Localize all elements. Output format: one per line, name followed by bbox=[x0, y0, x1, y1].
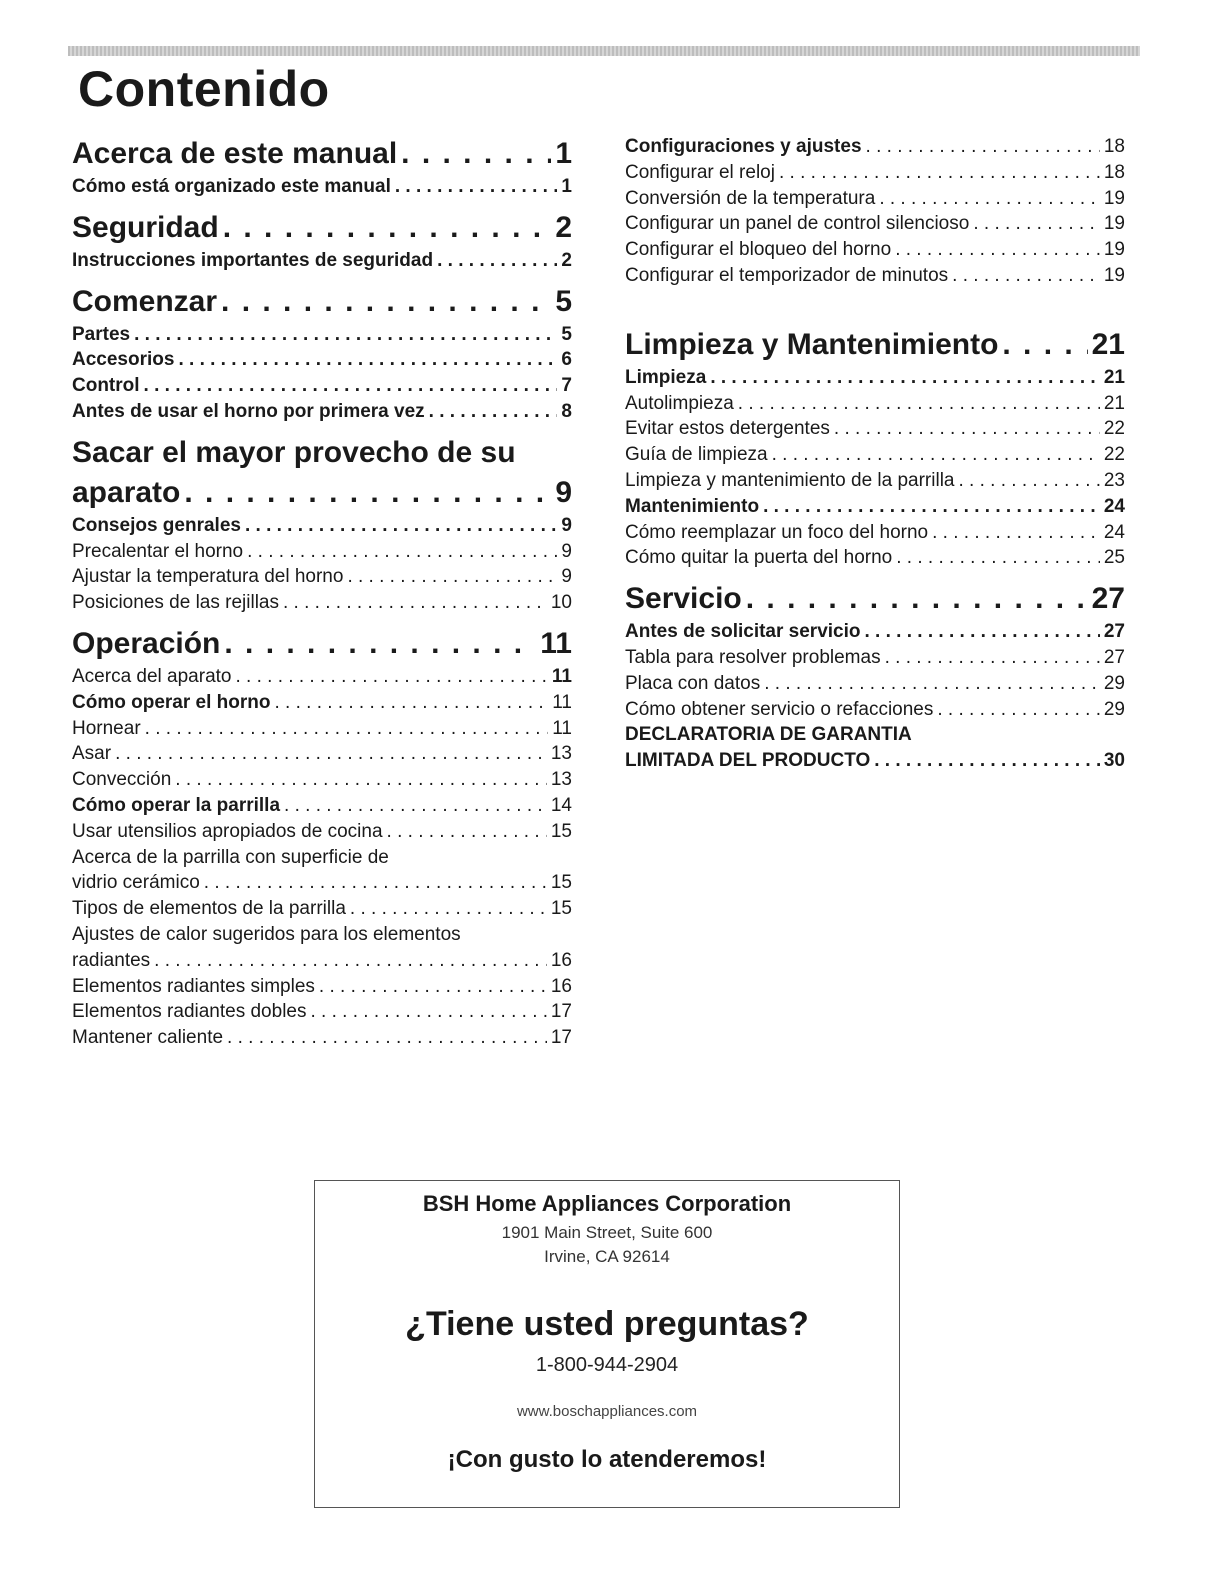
company-name: BSH Home Appliances Corporation bbox=[422, 1191, 792, 1216]
toc-entry[interactable]: Guía de limpieza . . . 22 bbox=[625, 442, 1125, 468]
toc-entry[interactable]: Limpieza . . . 21 bbox=[625, 365, 1125, 391]
address-line-2: Irvine, CA 92614 bbox=[544, 1247, 670, 1266]
toc-section-limpieza[interactable]: Limpieza y Mantenimiento . . . 21 bbox=[625, 325, 1125, 365]
toc-entry[interactable]: Cómo reemplazar un foco del horno . . . 24 bbox=[625, 520, 1125, 546]
toc-entry[interactable]: Configurar un panel de control silencioso . . . 19 bbox=[625, 211, 1125, 237]
toc-entry[interactable]: Antes de usar el horno por primera vez . . . 8 bbox=[72, 399, 572, 425]
toc-entry[interactable]: Convección . . . 13 bbox=[72, 767, 572, 793]
question-heading: ¿Tiene usted preguntas? bbox=[405, 1305, 809, 1343]
toc-entry[interactable]: Autolimpieza . . . 21 bbox=[625, 391, 1125, 417]
toc-section-comenzar[interactable]: Comenzar . . . 5 bbox=[72, 282, 572, 322]
toc-entry[interactable]: Mantener caliente . . . 17 bbox=[72, 1025, 572, 1051]
toc-entry-line1[interactable]: Ajustes de calor sugeridos para los elementos bbox=[72, 923, 461, 945]
toc-entry[interactable]: Instrucciones importantes de seguridad . . . 2 bbox=[72, 248, 572, 274]
page-title: Contenido bbox=[78, 61, 330, 117]
toc-entry[interactable]: Control . . . 7 bbox=[72, 373, 572, 399]
toc-entry[interactable]: Limpieza y mantenimiento de la parrilla . . . 23 bbox=[625, 468, 1125, 494]
toc-right-column bbox=[625, 134, 1125, 774]
toc-section-seguridad[interactable]: Seguridad . . . 2 bbox=[72, 208, 572, 248]
toc-entry[interactable]: Antes de solicitar servicio . . . 27 bbox=[625, 619, 1125, 645]
toc-entry[interactable]: Tipos de elementos de la parrilla . . . 15 bbox=[72, 896, 572, 922]
toc-entry[interactable]: Posiciones de las rejillas . . . 10 bbox=[72, 590, 572, 616]
toc-entry[interactable]: Ajustar la temperatura del horno . . . 9 bbox=[72, 564, 572, 590]
toc-entry[interactable]: vidrio cerámico . . . 15 bbox=[72, 870, 572, 896]
toc-left-column bbox=[72, 134, 572, 1051]
toc-entry[interactable]: Mantenimiento . . . 24 bbox=[625, 494, 1125, 520]
website-link[interactable]: www.boschappliances.com bbox=[516, 1403, 698, 1420]
toc-entry[interactable]: Cómo está organizado este manual . . . 1 bbox=[72, 174, 572, 200]
toc-entry[interactable]: Elementos radiantes simples . . . 16 bbox=[72, 974, 572, 1000]
toc-entry[interactable]: Evitar estos detergentes . . . 22 bbox=[625, 416, 1125, 442]
toc-entry[interactable]: Cómo operar el horno . . . 11 bbox=[72, 690, 572, 716]
toc-entry[interactable]: Configurar el reloj . . . 18 bbox=[625, 160, 1125, 186]
toc-entry[interactable]: Configurar el bloqueo del horno . . . 19 bbox=[625, 237, 1125, 263]
toc-section-acerca[interactable]: Acerca de este manual . . . 1 bbox=[72, 134, 572, 174]
toc-entry[interactable]: Precalentar el horno . . . 9 bbox=[72, 539, 572, 565]
toc-entry-line1[interactable]: Acerca de la parrilla con superficie de bbox=[72, 846, 389, 868]
toc-entry[interactable]: Placa con datos . . . 29 bbox=[625, 671, 1125, 697]
toc-entry-line1[interactable]: DECLARATORIA DE GARANTIA bbox=[625, 724, 912, 746]
address-line-1: 1901 Main Street, Suite 600 bbox=[501, 1223, 713, 1242]
toc-entry[interactable]: Conversión de la temperatura . . . 19 bbox=[625, 186, 1125, 212]
toc-entry[interactable]: Configuraciones y ajustes . . . 18 bbox=[625, 134, 1125, 160]
toc-section-sacar[interactable]: aparato . . . 9 bbox=[72, 473, 572, 513]
toc-entry[interactable]: radiantes . . . 16 bbox=[72, 948, 572, 974]
toc-entry[interactable]: Hornear . . . 11 bbox=[72, 716, 572, 742]
toc-section-operacion[interactable]: Operación . . . 11 bbox=[72, 624, 572, 664]
toc-entry[interactable]: Accesorios . . . 6 bbox=[72, 347, 572, 373]
toc-entry[interactable]: Tabla para resolver problemas . . . 27 bbox=[625, 645, 1125, 671]
toc-entry[interactable]: Cómo operar la parrilla . . . 14 bbox=[72, 793, 572, 819]
toc-entry[interactable]: Elementos radiantes dobles . . . 17 bbox=[72, 999, 572, 1025]
toc-entry[interactable]: Usar utensilios apropiados de cocina . . . 15 bbox=[72, 819, 572, 845]
top-rule bbox=[68, 46, 1140, 56]
toc-entry[interactable]: Cómo quitar la puerta del horno . . . 25 bbox=[625, 545, 1125, 571]
phone-number[interactable]: 1-800-944-2904 bbox=[535, 1354, 679, 1376]
toc-entry[interactable]: LIMITADA DEL PRODUCTO . . . 30 bbox=[625, 748, 1125, 774]
closing-message: ¡Con gusto lo atenderemos! bbox=[447, 1446, 767, 1473]
toc-entry[interactable]: Consejos genrales . . . 9 bbox=[72, 513, 572, 539]
toc-section-servicio[interactable]: Servicio . . . 27 bbox=[625, 579, 1125, 619]
toc-entry[interactable]: Partes . . . 5 bbox=[72, 322, 572, 348]
toc-entry[interactable]: Configurar el temporizador de minutos . . . 19 bbox=[625, 263, 1125, 289]
toc-entry[interactable]: Cómo obtener servicio o refacciones . . . 29 bbox=[625, 697, 1125, 723]
toc-entry[interactable]: Acerca del aparato . . . 11 bbox=[72, 664, 572, 690]
toc-section-sacar-title-line1[interactable]: Sacar el mayor provecho de su bbox=[72, 435, 516, 469]
toc-entry[interactable]: Asar . . . 13 bbox=[72, 741, 572, 767]
contact-info-box bbox=[314, 1180, 900, 1508]
